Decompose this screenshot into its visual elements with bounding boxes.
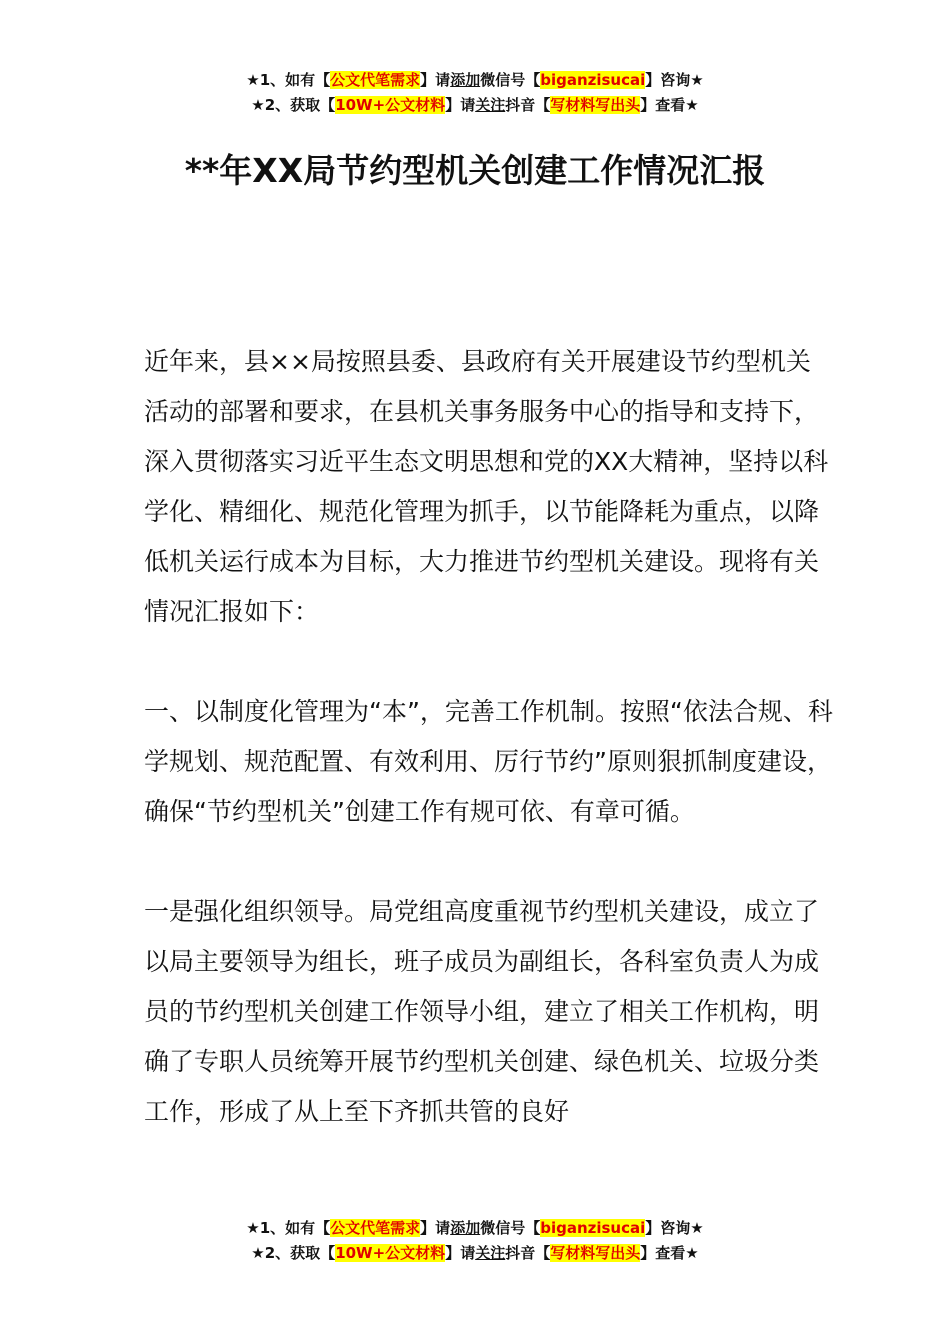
- promo-line-1: [0, 1216, 950, 1241]
- promo-text: 抖音【: [505, 96, 551, 114]
- promo-underline: 添加: [450, 1219, 481, 1237]
- document-body: [144, 337, 834, 1187]
- promo-text: ★1、如有【: [246, 71, 331, 89]
- promo-highlight: 公文代笔需求: [330, 71, 421, 89]
- promo-text: 】请: [420, 1219, 451, 1237]
- promo-underline: 关注: [475, 1244, 506, 1262]
- promo-highlight: biganzisucai: [540, 1219, 646, 1237]
- promo-text: 】查看★: [640, 1244, 699, 1262]
- promo-text: 抖音【: [505, 1244, 551, 1262]
- promo-text: 】请: [420, 71, 451, 89]
- promo-text: 】查看★: [640, 96, 699, 114]
- promo-text: 】咨询★: [645, 71, 704, 89]
- promo-highlight: 写材料写出头: [550, 1244, 641, 1262]
- promo-banner-bottom: [0, 1216, 950, 1266]
- promo-text: ★2、获取【: [251, 1244, 336, 1262]
- paragraph-intro: 近年来，县××局按照县委、县政府有关开展建设节约型机关活动的部署和要求，在县机关事务服务中心的指导和支持下，深入贯彻落实习近平生态文明思想和党的XX大精神，坚持以科学化、精细化、规范化管理为抓手，以节能降耗为重点，以降低机关运行成本为目标，大力推进节约型机关建设。现将有关情况汇报如下：: [144, 347, 829, 626]
- promo-text: ★1、如有【: [246, 1219, 331, 1237]
- promo-highlight: 写材料写出头: [550, 96, 641, 114]
- promo-highlight: 10W+公文材料: [335, 96, 446, 114]
- paragraph-section-1: 一、以制度化管理为“本”，完善工作机制。按照“依法合规、科学规划、规范配置、有效利用、厉行节约”原则狠抓制度建设，确保“节约型机关”创建工作有规可依、有章可循。: [144, 697, 833, 826]
- promo-highlight: 10W+公文材料: [335, 1244, 446, 1262]
- promo-line-1: [0, 68, 950, 93]
- promo-text: 微信号【: [480, 1219, 541, 1237]
- promo-text: 】请: [445, 1244, 476, 1262]
- promo-text: 微信号【: [480, 71, 541, 89]
- promo-line-2: [0, 93, 950, 118]
- promo-banner-top: [0, 68, 950, 118]
- promo-highlight: 公文代笔需求: [330, 1219, 421, 1237]
- promo-underline: 关注: [475, 96, 506, 114]
- promo-text: 】请: [445, 96, 476, 114]
- promo-highlight: biganzisucai: [540, 71, 646, 89]
- document-title: **年XX局节约型机关创建工作情况汇报: [184, 151, 766, 190]
- promo-underline: 添加: [450, 71, 481, 89]
- promo-text: ★2、获取【: [251, 96, 336, 114]
- promo-text: 】咨询★: [645, 1219, 704, 1237]
- promo-line-2: [0, 1241, 950, 1266]
- paragraph-item-1: 一是强化组织领导。局党组高度重视节约型机关建设，成立了以局主要领导为组长，班子成员为副组长，各科室负责人为成员的节约型机关创建工作领导小组，建立了相关工作机构，明确了专职人员统筹开展节约型机关创建、绿色机关、垃圾分类工作，形成了从上至下齐抓共管的良好: [144, 897, 820, 1126]
